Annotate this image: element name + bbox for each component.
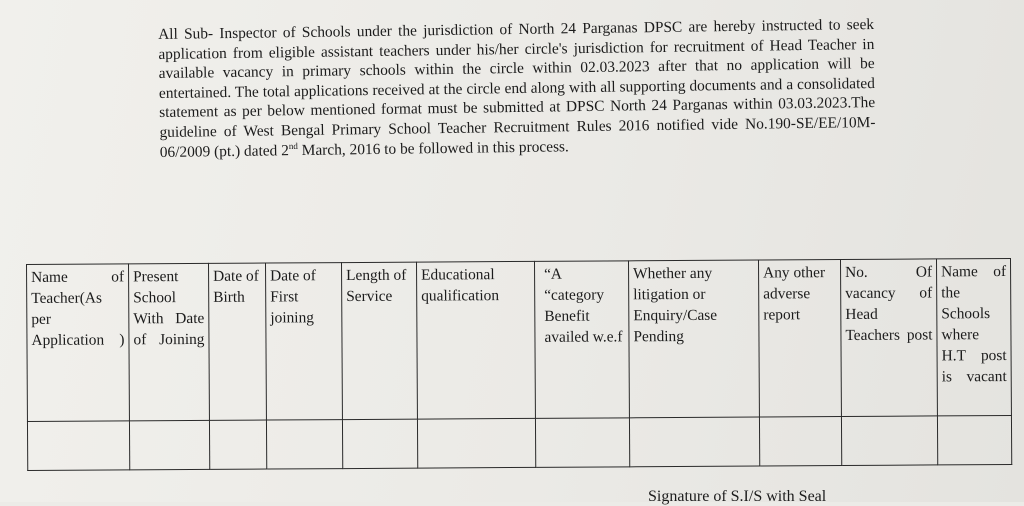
- header-schools-vacant: Name of the Schools where H.T post is vacant: [936, 258, 1011, 415]
- table-cell: [27, 421, 129, 471]
- signature-label: Signature of S.I/S with Seal: [648, 488, 827, 505]
- table-header-row: [27, 258, 1012, 421]
- header-name-of-teacher: Name of Teacher(As per Application ): [27, 264, 130, 422]
- table-cell: [209, 420, 266, 469]
- header-educational-qualification: Educational qualification: [416, 261, 535, 419]
- header-date-of-first-joining: Date of First joining: [265, 263, 342, 420]
- table-cell: [841, 416, 937, 466]
- table-cell: [629, 417, 759, 467]
- header-adverse-report: Any other adverse report: [758, 260, 841, 417]
- header-category-benefit: “A “category Benefit availed w.e.f: [534, 261, 629, 419]
- instruction-paragraph: [158, 15, 876, 162]
- consolidated-statement-table: [26, 258, 1012, 471]
- table-cell: [129, 420, 209, 469]
- table-row: [27, 415, 1011, 470]
- paragraph-end-text: March, 2016 to be followed in this process.: [297, 138, 569, 160]
- table-cell: [535, 418, 629, 468]
- paragraph-main-text: All Sub- Inspector of Schools under the jurisdiction of North 24 Parganas DPSC are hereby instructed to seek application from eligible assistant teachers under his/her circle's jurisdiction for recruitment of Head Teacher in available vacancy in primary schools within the circle within 02.03.2023 after that no application will be entertained. The total applications received at the circle end along with all supporting documents and a consolidated statement as per below mentioned format must be submitted at DPSC North 24 Parganas within 03.03.2023.The guideline of West Bengal Primary School Teacher Recruitment Rules 2016 notified vide No.190-SE/EE/10M-06/2009 (pt.) dated 2: [158, 16, 876, 161]
- date-ordinal-suffix: nd: [288, 140, 298, 152]
- table-cell: [937, 415, 1011, 464]
- header-date-of-birth: Date of Birth: [208, 263, 266, 420]
- header-present-school: Present School With Date of Joining: [129, 263, 210, 420]
- header-litigation-pending: Whether any litigation or Enquiry/Case Pending: [628, 260, 759, 418]
- header-length-of-service: Length of Service: [341, 262, 417, 419]
- table-cell: [342, 419, 417, 468]
- table-cell: [417, 418, 535, 468]
- header-vacancy-head-teachers: No. Of vacancy of Head Teachers post: [840, 259, 937, 417]
- table-cell: [759, 417, 841, 466]
- table-cell: [266, 420, 342, 469]
